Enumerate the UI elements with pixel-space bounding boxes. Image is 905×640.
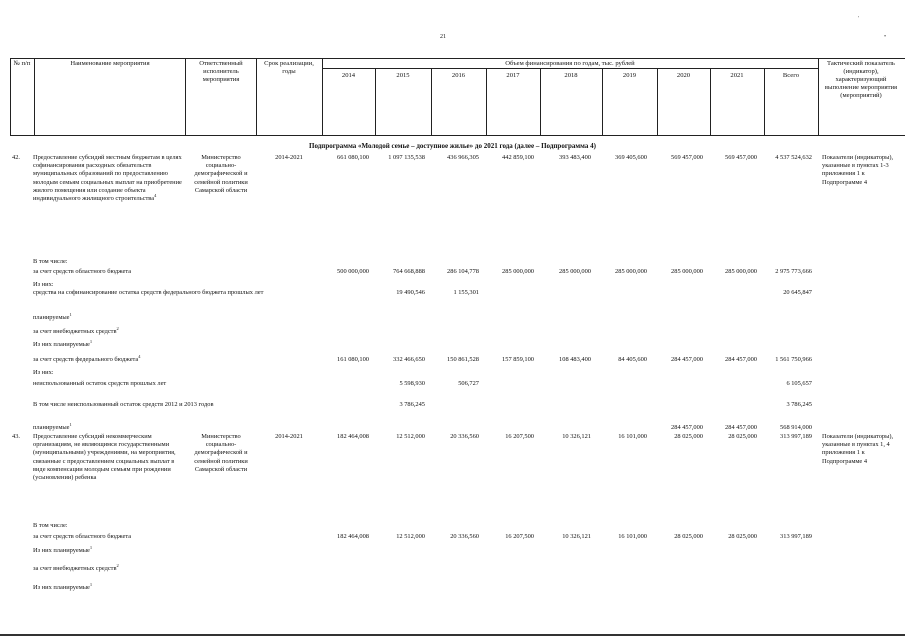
row-value: 182 464,008 [337,533,369,540]
row-name: Из них: [33,281,54,288]
row-name: за счет средств федерального бюджета$^4$ [33,353,141,363]
subprogram-title: Подпрограмма «Молодой семье – доступное жилье» до 2021 года (далее – Подпрограмма 4) [309,142,596,150]
row-value: 764 668,888 [393,268,425,275]
row-value: 284 457,000 [671,424,703,431]
header-year: 2020 [676,72,691,79]
row-value: 569 457,000 [671,154,703,161]
footnote-mark: 1 [89,338,93,344]
row-value: 285 000,000 [725,268,757,275]
row-total: 6 105,657 [786,380,812,387]
row-value: 84 405,600 [618,356,647,363]
footnote-mark: 1 [69,311,72,317]
row-responsible: Министерство социально-демографической и семейной политики Самарской области [194,433,248,473]
row-name: Из них планируемые$^1$ [33,338,93,348]
row-total: 313 997,189 [780,433,812,440]
row-value: 1 155,301 [453,289,479,296]
header-year: 2016 [451,72,466,79]
row-total: 568 914,000 [780,424,812,431]
row-value: 19 490,546 [396,289,425,296]
row-value: 286 104,778 [447,268,479,275]
row-value: 161 080,100 [337,356,369,363]
row-value: 182 464,008 [337,433,369,440]
row-value: 16 207,500 [505,433,534,440]
row-indicator: Показатели (индикаторы), указанные в пунктах 1, 4 приложения 1 к Подпрограмме 4 [822,433,894,465]
row-value: 442 859,100 [502,154,534,161]
row-value: 284 457,000 [725,424,757,431]
row-value: 28 025,000 [728,533,757,540]
row-total: 3 786,245 [786,401,812,408]
row-value: 16 101,000 [618,433,647,440]
row-value: 332 466,650 [393,356,425,363]
row-value: 436 966,305 [447,154,479,161]
header-year: 2014 [341,72,356,79]
row-name: Из них планируемые$^1$ [33,544,93,554]
header-term: Срок реализации, годы [264,60,314,75]
row-name: планируемые$^1$ [33,311,72,321]
row-value: 284 457,000 [671,356,703,363]
row-value: 10 326,121 [562,533,591,540]
row-indicator: Показатели (индикаторы), указанные в пунктах 1-3 приложения 1 к Подпрограмме 4 [822,154,894,186]
row-value: 285 000,000 [615,268,647,275]
row-value: 284 457,000 [725,356,757,363]
row-value: 28 025,000 [728,433,757,440]
row-responsible: Министерство социально-демографической и семейной политики Самарской области [194,154,248,194]
row-name: средства на софинансирование остатка средств федерального бюджета прошлых лет [33,289,264,296]
row-total: 313 997,189 [780,533,812,540]
row-total: 1 561 750,966 [775,356,812,363]
row-value: 28 025,000 [674,533,703,540]
footnote-mark: 2 [116,325,119,331]
footnote-mark: 1 [89,581,93,587]
row-value: 3 786,245 [399,401,425,408]
header-year: 2018 [564,72,578,79]
row-value: 108 483,400 [559,356,591,363]
row-number: 42. [12,154,20,161]
row-value: 12 512,000 [396,433,425,440]
row-value: 10 326,121 [562,433,591,440]
row-value: 506,727 [458,380,479,387]
header-year: 2021 [730,72,744,79]
row-number: 43. [12,433,20,440]
row-value: 661 080,100 [337,154,369,161]
row-value: 569 457,000 [725,154,757,161]
footnote-mark: 2 [116,562,119,568]
row-value: 285 000,000 [559,268,591,275]
row-value: 16 101,000 [618,533,647,540]
row-value: 20 336,560 [450,433,479,440]
row-name: В том числе: [33,258,68,265]
footnote-mark: 4 [138,353,141,359]
header-funding: Объем финансирования по годам, тыс. рублей [505,60,635,67]
row-total: 4 537 524,632 [775,154,812,161]
row-name: за счет средств областного бюджета [33,268,132,275]
header-year: 2015 [396,72,410,79]
header-indicator: Тактический показатель (индикатор), характеризующий выполнение мероприятия (мероприятий) [824,60,898,99]
row-name: за счет внебюджетных средств$^2$ [33,325,119,335]
row-value: 285 000,000 [502,268,534,275]
row-name: Предоставление субсидий некоммерческим организациям, не являющимся государственными (муниципальными) учреждениями, на мероприятия, связанные с предоставлением социальных выплат в виде компенсации молодым семьям при рождении (усыновлении) ребенка [33,433,176,482]
row-name: за счет внебюджетных средств$^2$ [33,562,119,572]
row-value: 393 483,400 [559,154,591,161]
row-term: 2014-2021 [275,154,303,161]
row-value: 1 097 135,538 [388,154,425,161]
page-edge [0,634,905,636]
row-value: 16 207,500 [505,533,534,540]
header-responsible: Ответственный исполнитель мероприятия [199,60,243,83]
row-value: 285 000,000 [671,268,703,275]
row-name: Из них: [33,369,54,376]
row-value: 157 859,100 [502,356,534,363]
footnote-mark: 4 [154,192,157,198]
header-total: Всего [782,72,800,79]
row-value: 12 512,000 [396,533,425,540]
row-value: 20 336,560 [450,533,479,540]
footnote-mark: 1 [69,421,72,427]
row-value: 500 000,000 [337,268,369,275]
row-term: 2014-2021 [275,433,303,440]
header-year: 2017 [506,72,520,79]
row-name: Из них планируемые$^1$ [33,581,93,591]
header-name: Наименование мероприятия [70,60,150,67]
row-name: В том числе: [33,522,68,529]
row-total: 2 975 773,666 [775,268,812,275]
footnote-mark: 1 [89,544,93,550]
row-name: неиспользованный остаток средств прошлых лет [33,380,167,387]
row-total: 20 645,847 [783,289,812,296]
row-name: Предоставление субсидий местным бюджетам в целях софинансирования расходных обязательств муниципальных образований по предоставлению молодым семьям социальных выплат на приобретение жилого помещения или создание объекта индивидуального жилищного строительства$^4$ [33,154,182,203]
page-number: 21 [440,34,446,40]
row-value: 150 861,528 [447,356,479,363]
scan-mark: • [884,34,887,40]
scan-mark: ' [858,16,860,22]
row-name: В том числе неиспользованный остаток средств 2012 и 2013 годов [33,401,214,408]
row-value: 369 405,600 [615,154,647,161]
row-name: планируемые$^1$ [33,421,72,431]
row-name: за счет средств областного бюджета [33,533,132,540]
header-year: 2019 [622,72,637,79]
header-num: № п/п [13,60,31,67]
row-value: 28 025,000 [674,433,703,440]
row-value: 5 598,930 [399,380,425,387]
